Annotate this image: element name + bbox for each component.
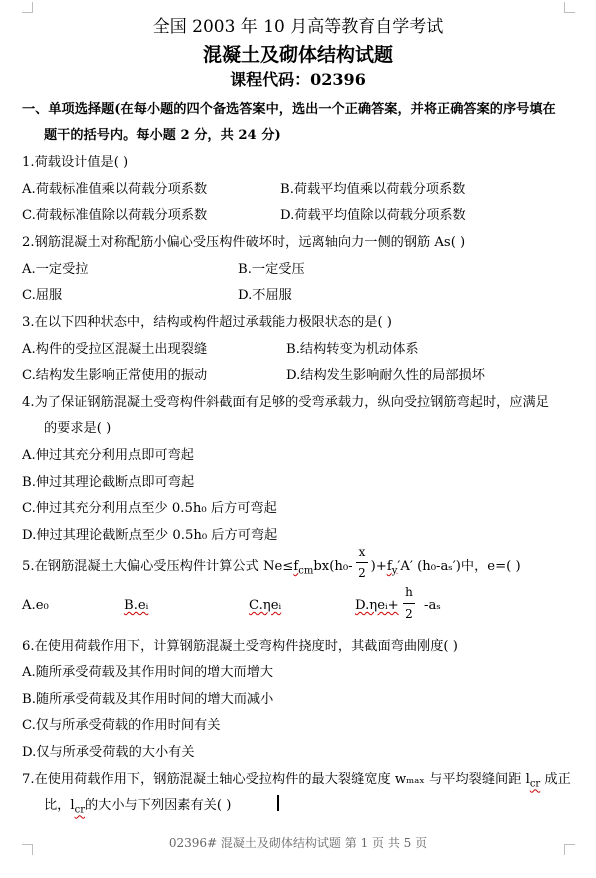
q7-lcr-subscript: cr	[529, 778, 541, 790]
q5-fraction-numerator: x	[358, 545, 366, 559]
question-1-option-c: C.荷载标准值除以荷载分项系数	[22, 208, 208, 223]
question-3-option-a: A.构件的受拉区混凝土出现裂缝	[22, 342, 208, 357]
question-4-option-a: A.伸过其充分利用点即可弯起	[22, 448, 194, 463]
q5-text-pre: 5.在钢筋混凝土大偏心受压构件计算公式 Ne≤	[22, 559, 294, 574]
q5-fraction-line	[356, 562, 368, 563]
question-1-option-d: D.荷载平均值除以荷载分项系数	[280, 208, 466, 223]
question-5-option-d-tail: -aₛ	[424, 598, 441, 613]
q5-fy: $f_y$	[386, 559, 398, 577]
question-1-option-b: B.荷载平均值乘以荷载分项系数	[280, 182, 466, 197]
section-heading: 一、单项选择题(在每小题的四个备选答案中，选出一个正确答案，并将正确答案的序号填在	[22, 102, 556, 117]
question-2-option-b: B.一定受压	[238, 262, 305, 277]
section-heading-cont: 题干的括号内。每小题 2 分，共 24 分)	[44, 128, 281, 143]
question-6-option-a: A.随所承受荷载及其作用时间的增大而增大	[22, 665, 274, 680]
question-6-option-d: D.仅与所承受荷载的大小有关	[22, 745, 195, 760]
question-4-option-b: B.伸过其理论截断点即可弯起	[22, 475, 195, 490]
question-4-stem: 4.为了保证钢筋混凝土受弯构件斜截面有足够的受弯承载力，纵向受拉钢筋弯起时，应满足	[22, 395, 549, 410]
question-2-option-c: C.屈服	[22, 288, 63, 303]
question-3-option-b: B.结构转变为机动体系	[286, 342, 419, 357]
question-3-option-c: C.结构发生影响正常使用的振动	[22, 368, 208, 383]
question-3-stem: 3.在以下四种状态中，结构或构件超过承载能力极限状态的是( )	[22, 315, 392, 330]
subject-title: 混凝土及砌体结构试题	[202, 44, 393, 66]
q5-fcm: $f_{cm}$	[293, 559, 314, 577]
question-4-option-c: C.伸过其充分利用点至少 0.5h₀ 后方可弯起	[22, 501, 277, 516]
q5-d-fraction-line	[403, 603, 415, 604]
text-cursor[interactable]	[277, 795, 279, 811]
question-5-option-b: B.eᵢ	[124, 598, 149, 613]
question-6-option-c: C.仅与所承受荷载的作用时间有关	[22, 718, 221, 733]
q5-d-fraction-denominator: 2	[405, 607, 413, 621]
course-code: 课程代码：02396	[230, 70, 366, 89]
question-5-option-d: D.ηeᵢ+	[355, 598, 399, 613]
question-6-stem: 6.在使用荷载作用下，计算钢筋混凝土受弯构件挠度时，其截面弯曲刚度( )	[22, 639, 458, 654]
question-6-option-b: B.随所承受荷载及其作用时间的增大而减小	[22, 692, 274, 707]
question-1-option-a: A.荷载标准值乘以荷载分项系数	[22, 182, 208, 197]
question-5-option-a: A.e₀	[22, 598, 49, 613]
q5-fraction-denominator: 2	[358, 566, 366, 580]
question-7-stem: 7.在使用荷载作用下，钢筋混凝土轴心受拉构件的最大裂缝宽度 wₘₐₓ 与平均裂缝间距 $l_{cr}$ 成正	[22, 772, 571, 790]
q5-text-post2: ′A′ (h₀-aₛ′)中，e=( )	[397, 559, 521, 574]
question-2-stem: 2.钢筋混凝土对称配筋小偏心受压构件破坏时，远离轴向力一侧的钢筋 As( )	[22, 235, 466, 250]
question-5-option-c: C.ηeᵢ	[249, 598, 282, 613]
q5-d-fraction-numerator: h	[405, 585, 413, 599]
question-2-option-d: D.不屈服	[238, 288, 292, 303]
page-footer: 02396# 混凝土及砌体结构试题 第 1 页 共 5 页	[168, 836, 428, 850]
question-4-option-d: D.伸过其理论截断点至少 0.5h₀ 后方可弯起	[22, 528, 278, 543]
question-5-stem	[22, 555, 521, 577]
question-3-option-d: D.结构发生影响耐久性的局部损坏	[286, 368, 485, 383]
question-4-stem-cont: 的要求是( )	[44, 421, 112, 436]
question-1-stem: 1.荷载设计值是( )	[22, 155, 129, 170]
q5-text-post1: )+	[370, 559, 387, 574]
question-7-stem-cont: 比，$l_{cr}$的大小与下列因素有关( )	[44, 798, 232, 816]
question-2-option-a: A.一定受拉	[22, 262, 89, 277]
q5-text-mid: bx(h₀-	[313, 559, 353, 574]
q7-lcr-subscript-2: cr	[74, 804, 85, 816]
exam-title: 全国 2003 年 10 月高等教育自学考试	[152, 17, 444, 37]
